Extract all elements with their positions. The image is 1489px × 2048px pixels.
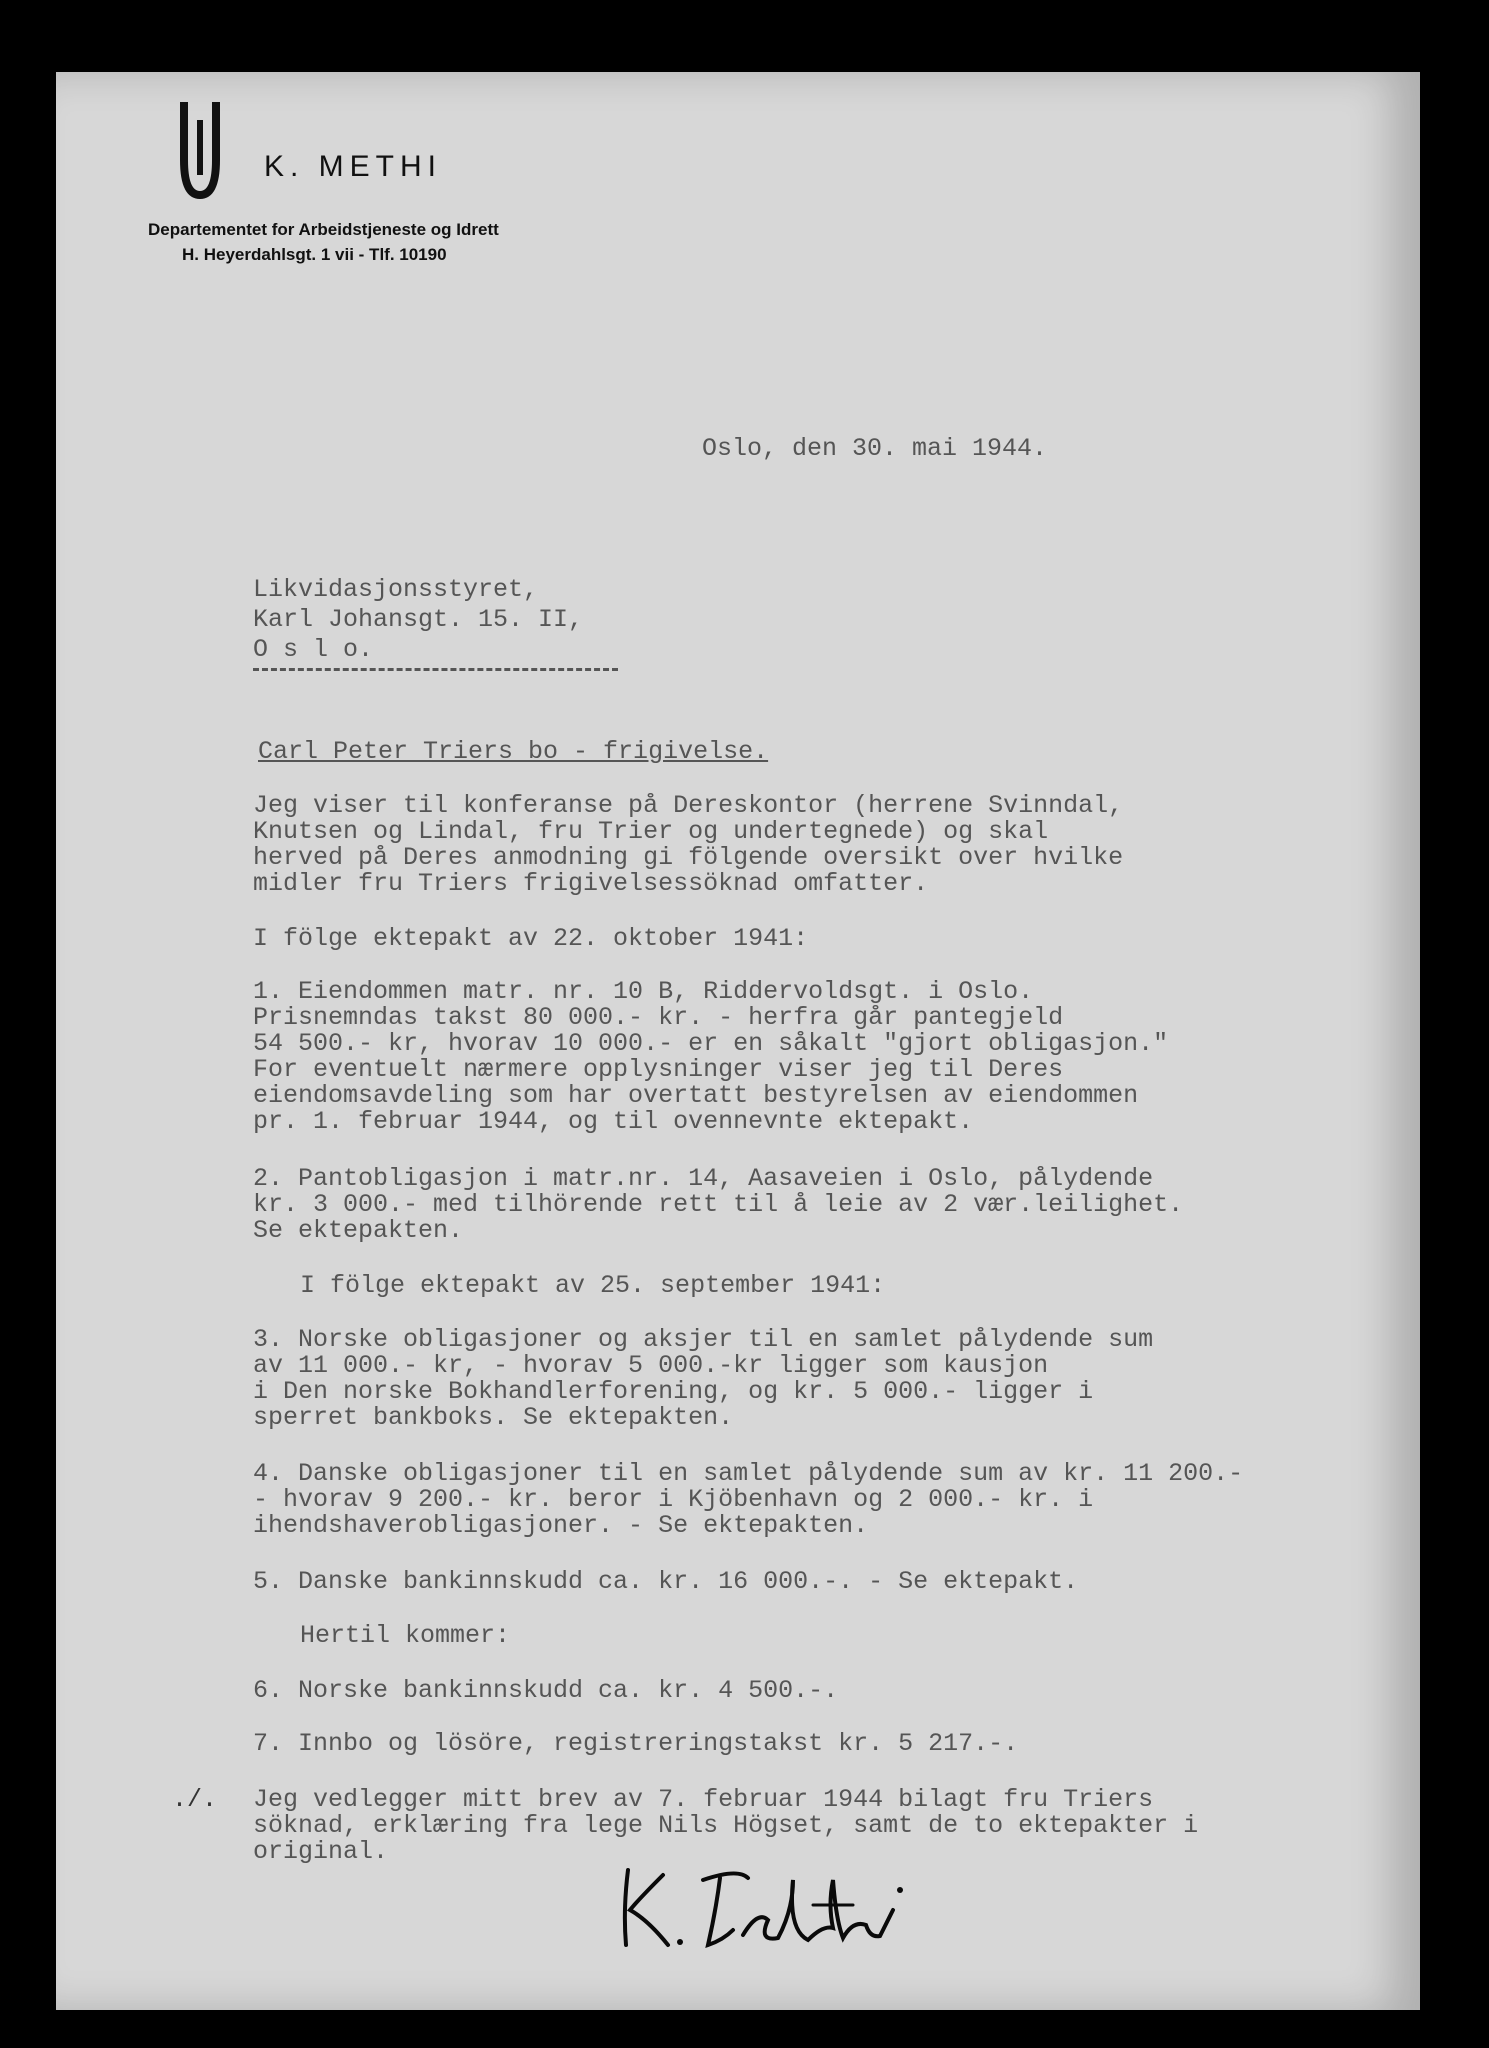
- handwritten-signature: [608, 1850, 938, 1960]
- item-1-line-6: pr. 1. februar 1944, og til ovennevnte ektepakt.: [253, 1107, 974, 1136]
- recipient-line-3: O s l o.: [253, 635, 374, 664]
- item-3-line-4: sperret bankboks. Se ektepakten.: [253, 1403, 734, 1432]
- letterhead-address: H. Heyerdahlsgt. 1 vii - Tlf. 10190: [182, 245, 447, 264]
- item-1-line-2: Prisnemndas takst 80 000.- kr. - herfra går pantegjeld: [253, 1003, 1064, 1032]
- letter-date: Oslo, den 30. mai 1944.: [702, 434, 1048, 463]
- item-2-line-3: Se ektepakten.: [253, 1216, 464, 1245]
- item-3-line-3: i Den norske Bokhandlerforening, og kr. 5 000.- ligger i: [253, 1377, 1094, 1406]
- letterhead-stamp: [148, 100, 568, 280]
- item-4-line-1: 4. Danske obligasjoner til en samlet pålydende sum av kr. 11 200.-: [253, 1459, 1244, 1488]
- item-3-line-1: 3. Norske obligasjoner og aksjer til en samlet pålydende sum: [253, 1325, 1154, 1354]
- item-7: 7. Innbo og lösöre, registreringstakst kr. 5 217.-.: [253, 1729, 1019, 1758]
- recipient-line-1: Likvidasjonsstyret,: [253, 575, 539, 604]
- item-6: 6. Norske bankinnskudd ca. kr. 4 500.-.: [253, 1676, 839, 1705]
- item-3-line-2: av 11 000.- kr, - hvorav 5 000.-kr ligger som kausjon: [253, 1351, 1049, 1380]
- closing-line-3: original.: [253, 1837, 389, 1866]
- item-1-line-3: 54 500.- kr, hvorav 10 000.- er en såkalt "gjort obligasjon.": [253, 1029, 1169, 1058]
- item-1-line-1: 1. Eiendommen matr. nr. 10 B, Riddervoldsgt. i Oslo.: [253, 977, 1034, 1006]
- intro-line-4: midler fru Triers frigivelsessöknad omfatter.: [253, 869, 929, 898]
- intro-line-1: Jeg viser til konferanse på Dereskontor (herrene Svinndal,: [253, 791, 1124, 820]
- letterhead-name: K. METHI: [264, 150, 443, 183]
- item-2-line-1: 2. Pantobligasjon i matr.nr. 14, Aasaveien i Oslo, pålydende: [253, 1164, 1154, 1193]
- intro-line-3: herved på Deres anmodning gi fölgende oversikt over hvilke: [253, 843, 1124, 872]
- logo-mark-icon: [178, 100, 222, 220]
- section-heading-2: I fölge ektepakt av 25. september 1941:: [300, 1271, 886, 1300]
- closing-line-1: Jeg vedlegger mitt brev av 7. februar 1944 bilagt fru Triers: [253, 1785, 1154, 1814]
- hertil-kommer: Hertil kommer:: [300, 1621, 511, 1650]
- item-1-line-5: eiendomsavdeling som har overtatt bestyrelsen av eiendommen: [253, 1081, 1139, 1110]
- closing-line-2: söknad, erklæring fra lege Nils Högset, samt de to ektepakter i: [253, 1811, 1199, 1840]
- item-4-line-2: - hvorav 9 200.- kr. beror i Kjöbenhavn og 2 000.- kr. i: [253, 1485, 1094, 1514]
- item-4-line-3: ihendshaverobligasjoner. - Se ektepakten.: [253, 1511, 869, 1540]
- recipient-rule: [253, 668, 618, 671]
- enclosure-mark: ./.: [172, 1785, 218, 1814]
- item-1-line-4: For eventuelt nærmere opplysninger viser jeg til Deres: [253, 1055, 1064, 1084]
- intro-line-2: Knutsen og Lindal, fru Trier og undertegnede) og skal: [253, 817, 1049, 846]
- section-heading-1: I fölge ektepakt av 22. oktober 1941:: [253, 924, 809, 953]
- letterhead-department: Departementet for Arbeidstjeneste og Idrett: [148, 220, 499, 239]
- item-5: 5. Danske bankinnskudd ca. kr. 16 000.-. - Se ektepakt.: [253, 1567, 1079, 1596]
- letter-subject: Carl Peter Triers bo - frigivelse.: [258, 737, 769, 766]
- item-2-line-2: kr. 3 000.- med tilhörende rett til å leie av 2 vær.leilighet.: [253, 1190, 1184, 1219]
- recipient-line-2: Karl Johansgt. 15. II,: [253, 605, 584, 634]
